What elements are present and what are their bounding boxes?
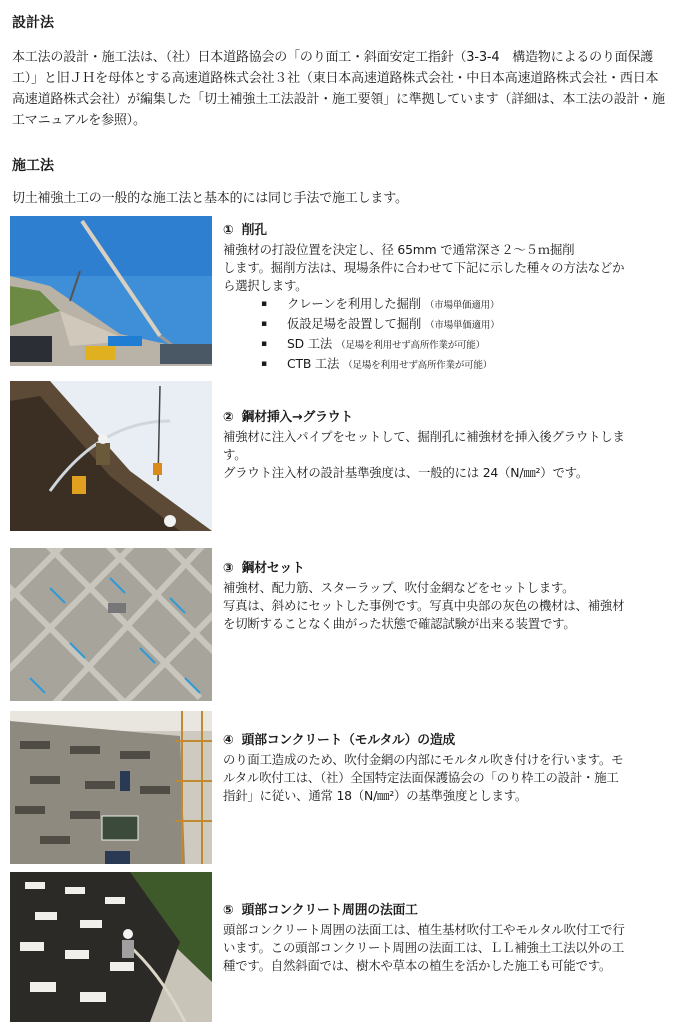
drilling-crane-photo xyxy=(10,216,212,366)
steel-set-photo xyxy=(10,548,212,701)
step4-line-2: ルタル吹付工は、（社）全国特定法面保護協会の「のり枠工の設計・施工 xyxy=(223,770,619,785)
step1-number: ① xyxy=(223,223,234,238)
mortar-spraying-photo xyxy=(10,711,212,864)
method-note: （足場を利用せず高所作業が可能） xyxy=(343,360,493,371)
step5-number: ⑤ xyxy=(223,903,234,918)
method-item xyxy=(261,295,675,315)
method-note: （市場単価適用） xyxy=(425,320,500,331)
step4-line-3: 指針」に従い、通常 18（N/㎜²）の基準強度とします。 xyxy=(223,788,528,803)
method-label: 仮設足場を設置して掘削 xyxy=(287,316,422,331)
construction-heading: 施工法 xyxy=(12,158,54,174)
design-body: 本工法の設計・施工法は、（社）日本道路協会の「のり面工・斜面安定工指針（3-3-4 構造物によるのり面保護工）」と旧ＪＨを母体とする高速道路株式会社３社（東日本高速道路株式会社・中日本高速道路株式会社・西日本高速道路株式会社）が編集した「切土補強土工法設計・施工要領」に準拠しています（詳細は、本工法の設計・施工マニュアルを参照）。 xyxy=(12,50,665,128)
method-note: （足場を利用せず高所作業が可能） xyxy=(336,340,485,351)
step2-line-1: 補強材に注入パイプをセットして、掘削孔に補強材を挿入後グラウトしま xyxy=(223,429,625,444)
step3-line-3: を切断することなく曲がった状態で確認試験が出来る装置です。 xyxy=(223,616,576,631)
step2-number: ② xyxy=(223,410,234,425)
step5-line-1: 頭部コンクリート周囲の法面工は、植生基材吹付工やモルタル吹付工で行 xyxy=(223,922,625,937)
step3-line-1: 補強材、配力筋、スターラップ、吹付金網などをセットします。 xyxy=(223,580,575,595)
method-item xyxy=(261,355,675,375)
step1-line-3: ら選択します。 xyxy=(223,278,308,293)
step3-title: 鋼材セット xyxy=(241,561,305,576)
method-label: クレーンを利用した掘削 xyxy=(287,296,421,311)
method-label: SD 工法 xyxy=(287,336,333,351)
step1-line-1: 補強材の打設位置を決定し、径 65mm で通常深さ２～５ｍ掘削 xyxy=(223,242,575,257)
step4-number: ④ xyxy=(223,733,234,748)
step-surrounding-slope xyxy=(10,872,674,1024)
design-heading: 設計法 xyxy=(12,15,54,31)
method-item xyxy=(261,335,675,355)
step-drilling xyxy=(10,216,674,371)
step-head-concrete xyxy=(10,711,674,866)
method-item xyxy=(261,315,675,335)
step5-line-2: います。この頭部コンクリート周囲の法面工は、ＬＬ補強土工法以外の工 xyxy=(223,940,625,955)
step4-line-1: のり面工造成のため、吹付金網の内部にモルタル吹き付けを行います。モ xyxy=(223,752,624,767)
step1-title: 削孔 xyxy=(241,223,267,238)
construction-intro: 切土補強土工の一般的な施工法と基本的には同じ手法で施工します。 xyxy=(12,191,408,206)
step2-title: 鋼材挿入→グラウト xyxy=(241,410,353,425)
step2-line-2: す。 xyxy=(223,447,247,462)
slope-surface-photo xyxy=(10,872,212,1022)
step5-title: 頭部コンクリート周囲の法面工 xyxy=(241,903,418,918)
step-steel-insert-grout xyxy=(10,381,674,533)
step4-title: 頭部コンクリート（モルタル）の造成 xyxy=(241,733,456,748)
step3-line-2: 写真は、斜めにセットした事例です。写真中央部の灰色の機材は、補強材 xyxy=(223,598,625,613)
step3-number: ③ xyxy=(223,561,234,576)
method-note: （市場単価適用） xyxy=(424,300,500,311)
step5-line-3: 種です。自然斜面では、樹木や草本の植生を活かした施工も可能です。 xyxy=(223,958,612,973)
step2-line-3: グラウト注入材の設計基準強度は、一般的には 24（N/㎜²）です。 xyxy=(223,465,589,480)
step-steel-set xyxy=(10,548,674,703)
method-label: CTB 工法 xyxy=(287,356,340,371)
step1-line-2: します。掘削方法は、現場条件に合わせて下記に示した種々の方法などか xyxy=(223,260,625,275)
grout-insertion-photo xyxy=(10,381,212,531)
drilling-methods-list xyxy=(223,295,675,375)
